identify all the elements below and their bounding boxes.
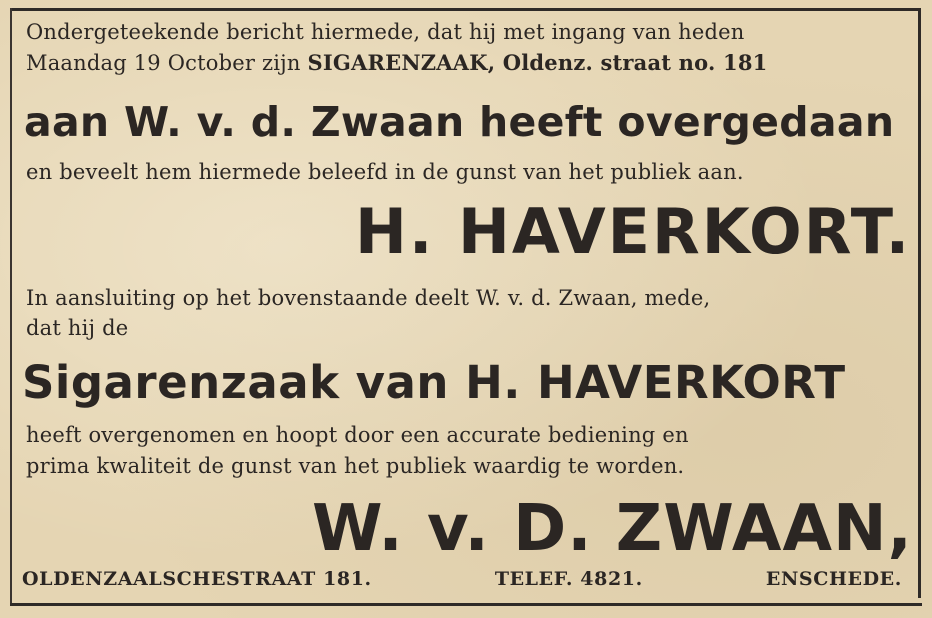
headline-sigarenzaak: Sigarenzaak van H. HAVERKORT — [22, 356, 846, 409]
date-line-text: Maandag 19 October zijn — [26, 51, 308, 75]
footer-phone: TELEF. 4821. — [494, 568, 643, 590]
date-line — [26, 50, 767, 75]
frame-border-top — [10, 8, 920, 11]
shop-address-bold: SIGARENZAAK, Oldenz. straat no. 181 — [307, 50, 768, 75]
footer-city: ENSCHEDE. — [765, 568, 902, 590]
footer-contact — [22, 568, 902, 590]
quality-line: prima kwaliteit de gunst van het publiek waardig te worden. — [26, 454, 685, 478]
signature-haverkort: H. HAVERKORT. — [355, 195, 912, 268]
service-line: heeft overgenomen en hoopt door een accurate bediening en — [26, 423, 689, 447]
recommendation-line: en beveelt hem hiermede beleefd in de gunst van het publiek aan. — [26, 160, 744, 184]
follow-up-line-2: dat hij de — [26, 316, 129, 340]
footer-address: OLDENZAALSCHESTRAAT 181. — [22, 568, 372, 590]
headline-transfer: aan W. v. d. Zwaan heeft overgedaan — [24, 98, 895, 146]
intro-line: Ondergeteekende bericht hiermede, dat hij met ingang van heden — [26, 20, 745, 44]
signature-zwaan: W. v. D. ZWAAN, — [312, 492, 913, 566]
frame-border-bottom — [10, 603, 922, 606]
follow-up-line: In aansluiting op het bovenstaande deelt W. v. d. Zwaan, mede, — [26, 286, 711, 310]
frame-border-right — [918, 8, 921, 598]
frame-border-left — [10, 8, 12, 606]
